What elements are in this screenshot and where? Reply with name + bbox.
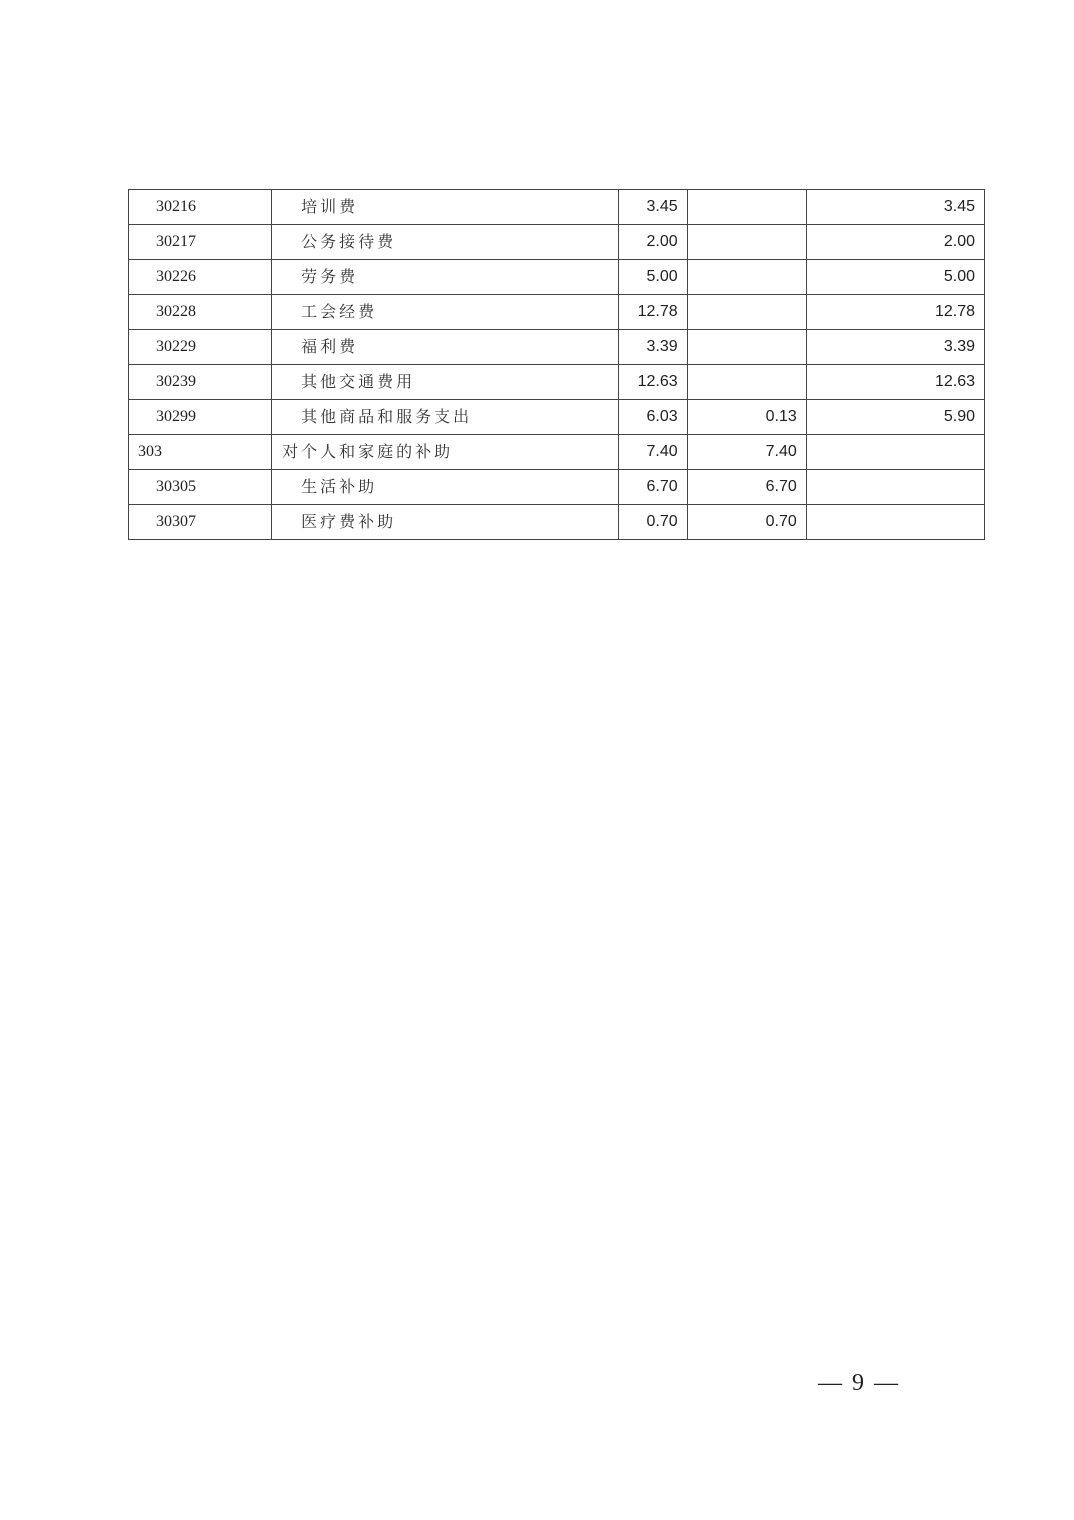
row-total: 12.78	[618, 295, 687, 330]
table-row	[129, 295, 985, 330]
row-name: 福利费	[272, 330, 618, 365]
row-name: 公务接待费	[272, 225, 618, 260]
row-total: 7.40	[618, 435, 687, 470]
row-code: 30228	[129, 295, 272, 330]
row-project: 3.39	[806, 330, 984, 365]
row-basic: 6.70	[687, 470, 806, 505]
row-name: 对个人和家庭的补助	[272, 435, 618, 470]
page-number: — 9 —	[818, 1370, 900, 1396]
row-name: 生活补助	[272, 470, 618, 505]
row-total: 12.63	[618, 365, 687, 400]
row-basic	[687, 190, 806, 225]
table-row	[129, 400, 985, 435]
row-code: 30229	[129, 330, 272, 365]
table-row	[129, 365, 985, 400]
row-project	[806, 435, 984, 470]
row-code: 30305	[129, 470, 272, 505]
row-code: 30239	[129, 365, 272, 400]
row-project	[806, 470, 984, 505]
row-total: 2.00	[618, 225, 687, 260]
row-basic: 0.70	[687, 505, 806, 540]
row-basic	[687, 330, 806, 365]
table-row	[129, 190, 985, 225]
table-row	[129, 470, 985, 505]
row-project: 2.00	[806, 225, 984, 260]
row-code: 30216	[129, 190, 272, 225]
row-code: 30307	[129, 505, 272, 540]
row-project: 5.00	[806, 260, 984, 295]
table-body	[129, 190, 985, 540]
row-name: 医疗费补助	[272, 505, 618, 540]
budget-table	[128, 189, 985, 540]
row-total: 6.70	[618, 470, 687, 505]
row-name: 培训费	[272, 190, 618, 225]
row-basic	[687, 295, 806, 330]
row-code: 30226	[129, 260, 272, 295]
table-row	[129, 225, 985, 260]
row-name: 其他商品和服务支出	[272, 400, 618, 435]
row-project	[806, 505, 984, 540]
row-project: 3.45	[806, 190, 984, 225]
row-total: 5.00	[618, 260, 687, 295]
row-project: 12.63	[806, 365, 984, 400]
row-code: 30299	[129, 400, 272, 435]
row-total: 0.70	[618, 505, 687, 540]
row-total: 3.45	[618, 190, 687, 225]
row-project: 12.78	[806, 295, 984, 330]
row-basic	[687, 225, 806, 260]
table-row	[129, 260, 985, 295]
row-name: 工会经费	[272, 295, 618, 330]
row-basic: 7.40	[687, 435, 806, 470]
table-row	[129, 505, 985, 540]
row-basic	[687, 260, 806, 295]
table-row	[129, 330, 985, 365]
row-total: 6.03	[618, 400, 687, 435]
row-basic	[687, 365, 806, 400]
table-row	[129, 435, 985, 470]
row-name: 劳务费	[272, 260, 618, 295]
row-total: 3.39	[618, 330, 687, 365]
row-code: 30217	[129, 225, 272, 260]
row-basic: 0.13	[687, 400, 806, 435]
row-project: 5.90	[806, 400, 984, 435]
row-name: 其他交通费用	[272, 365, 618, 400]
row-code: 303	[129, 435, 272, 470]
